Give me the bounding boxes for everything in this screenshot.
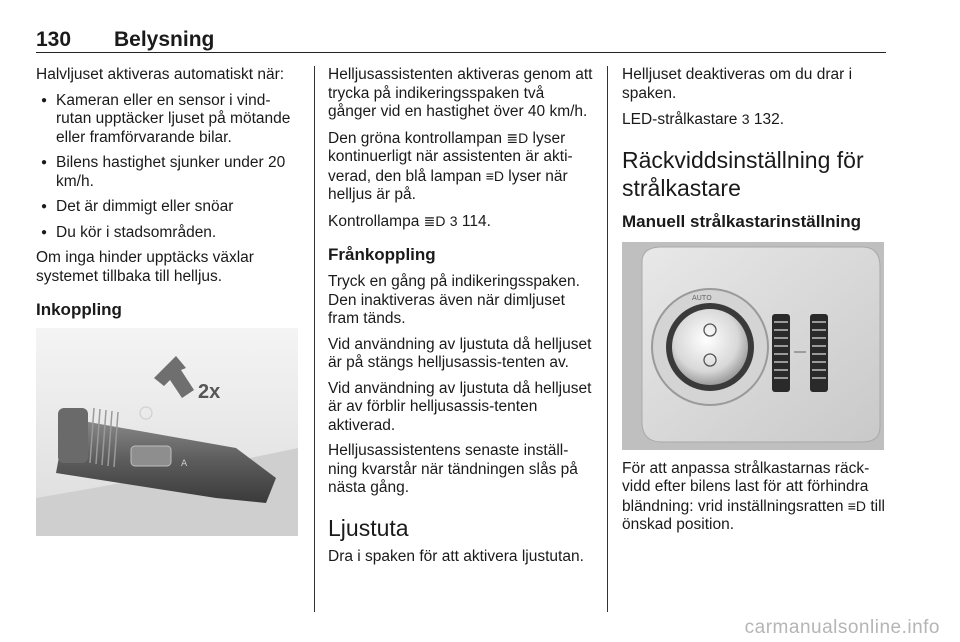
paragraph: Helljuset deaktiveras om du drar i spaken. (622, 66, 853, 102)
section-heading: Räckviddsinställning för strålkastare (622, 146, 864, 201)
svg-text:A: A (181, 459, 188, 469)
page-reference[interactable]: 132. (753, 111, 785, 128)
column-divider (314, 66, 315, 612)
reference-arrow-icon: 3 (741, 111, 750, 127)
green-lamp-icon: ≣D (423, 212, 446, 229)
section-heading: Frånkoppling (328, 245, 436, 264)
blue-lamp-icon: ≡D (485, 167, 504, 184)
list-item: ● Det är dimmigt eller snöar (36, 198, 298, 217)
intro-text: Halvljuset aktiveras automatiskt när: (36, 66, 285, 83)
paragraph: Vid användning av ljustuta då helljuset är av förblir helljusassis-tenten aktiverad. (328, 379, 592, 434)
reference-arrow-icon: 3 (449, 212, 458, 229)
watermark: carmanualsonline.info (744, 617, 940, 638)
stalk-illustration (36, 328, 298, 536)
list-item: ● Kameran eller en sensor i vind-rutan upptäcker ljuset på mötande eller framförvarande bilar. (36, 92, 298, 148)
paragraph: LED-strålkastare 3 132. (622, 111, 785, 128)
green-lamp-icon: ≣D (506, 129, 529, 146)
paragraph: Om inga hinder upptäcks växlar systemet tillbaka till helljus. (36, 249, 254, 285)
column-1 (36, 66, 298, 546)
paragraph: Den gröna kontrollampan ≣D lyser kontinuerligt när assistenten är akti-verad, den blå lampan ≡D lyser när helljus är på. (328, 129, 573, 203)
list-item: ● Du kör i stadsområden. (36, 224, 298, 243)
paragraph: För att anpassa strålkastarnas räck-vidd efter bilens last för att förhindra bländning: vrid inställningsratten ≡D till önskad position. (622, 459, 885, 533)
section-heading: Ljustuta (328, 514, 409, 541)
paragraph: Vid användning av ljustuta då helljuset är på stängs helljusassis-tenten av. (328, 335, 592, 371)
section-heading: Inkoppling (36, 300, 122, 319)
press-twice-label: 2x (198, 381, 221, 403)
range-adjust-knob-icon: ≡D (847, 497, 867, 514)
page-header (36, 28, 886, 53)
auto-label: AUTO (692, 293, 712, 302)
list-item: ● Bilens hastighet sjunker under 20 km/h. (36, 154, 298, 191)
paragraph: Tryck en gång på indikeringsspaken. Den inaktiveras även när dimljuset fram tänds. (328, 273, 580, 327)
paragraph: Kontrollampa ≣D 3 114. (328, 212, 491, 230)
paragraph: Helljusassistentens senaste inställ-ning kvarstår när tändningen slås på nästa gång. (328, 442, 578, 496)
condition-list (36, 92, 298, 243)
subsection-heading: Manuell strålkastarinställning (622, 211, 862, 231)
page-number: 130 (36, 28, 72, 51)
column-3 (622, 66, 888, 542)
headlight-switch-illustration (622, 242, 884, 450)
column-2 (328, 66, 594, 573)
paragraph: Helljusassistenten aktiveras genom att trycka på indikeringsspaken två gånger vid en hastighet över 40 km/h. (328, 66, 593, 120)
paragraph: Dra i spaken för att aktivera ljustutan. (328, 547, 584, 565)
chapter-title: Belysning (114, 28, 215, 51)
column-divider (607, 66, 608, 612)
page-reference[interactable]: 114. (461, 212, 491, 230)
